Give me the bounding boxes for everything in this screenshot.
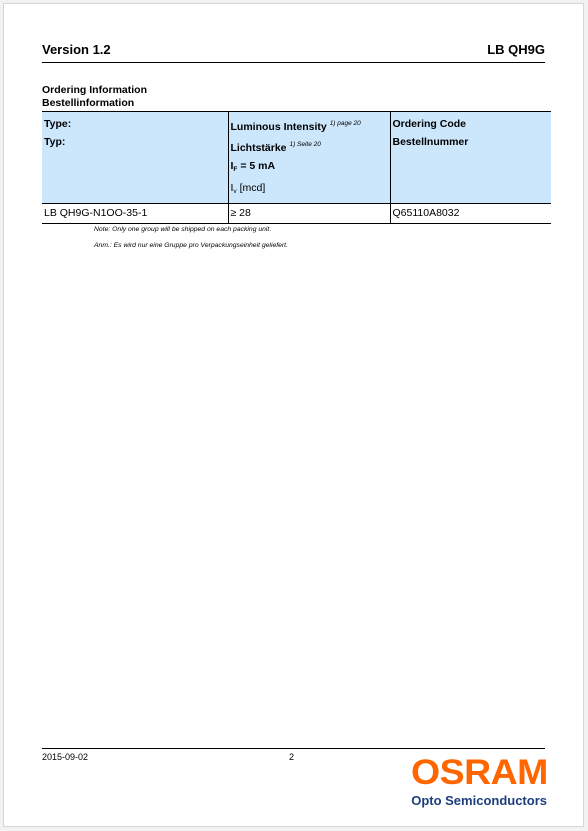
header-type-de: Typ: <box>44 136 66 148</box>
intensity-footnote-ref: 1) page 20 <box>329 120 361 127</box>
unit-value: [mcd] <box>236 182 266 194</box>
condition-value: = 5 mA <box>237 160 276 172</box>
intensity-label: Luminous Intensity <box>230 121 327 133</box>
unit-subscript: v <box>233 188 237 195</box>
footer-date: 2015-09-02 <box>42 752 89 762</box>
header-intensity-en <box>231 115 388 136</box>
document-version: Version 1.2 <box>42 42 111 57</box>
logo-tagline: Opto Semiconductors <box>411 793 547 808</box>
lichtstaerke-label: Lichtstärke <box>230 142 287 154</box>
section-title <box>42 84 147 110</box>
document-page <box>3 3 584 827</box>
product-name: LB QH9G <box>487 42 545 57</box>
note-en: Note: Only one group will be shipped on each packing unit. <box>94 226 272 233</box>
header-code-de: Bestellnummer <box>392 136 469 148</box>
table-header-row <box>42 112 551 204</box>
header-intensity-de <box>231 136 388 157</box>
osram-logo: OSRAM <box>411 753 548 792</box>
condition-subscript: F <box>233 166 238 173</box>
footer-divider <box>42 748 545 749</box>
cell-ordering-code: Q65110A8032 <box>390 204 551 224</box>
page-number: 2 <box>289 752 295 762</box>
note-de: Anm.: Es wird nur eine Gruppe pro Verpackungseinheit geliefert. <box>94 242 288 249</box>
header-code-en: Ordering Code <box>392 118 467 130</box>
header-type <box>42 112 228 204</box>
section-title-de: Bestellinformation <box>42 97 135 109</box>
table-row <box>42 204 551 224</box>
cell-type: LB QH9G-N1OO-35-1 <box>42 204 228 224</box>
intensity-unit <box>231 179 388 201</box>
unit-symbol: I <box>230 182 234 194</box>
forward-current-condition <box>231 157 388 179</box>
cell-intensity: ≥ 28 <box>228 204 390 224</box>
page-header <box>42 38 545 63</box>
header-luminous-intensity <box>228 112 390 204</box>
header-type-en: Type: <box>44 118 72 130</box>
lichtstaerke-footnote-ref: 1) Seite 20 <box>289 141 321 148</box>
header-ordering-code <box>390 112 551 204</box>
ordering-table <box>42 111 551 224</box>
condition-symbol: I <box>230 160 234 172</box>
section-title-en: Ordering Information <box>42 84 147 96</box>
